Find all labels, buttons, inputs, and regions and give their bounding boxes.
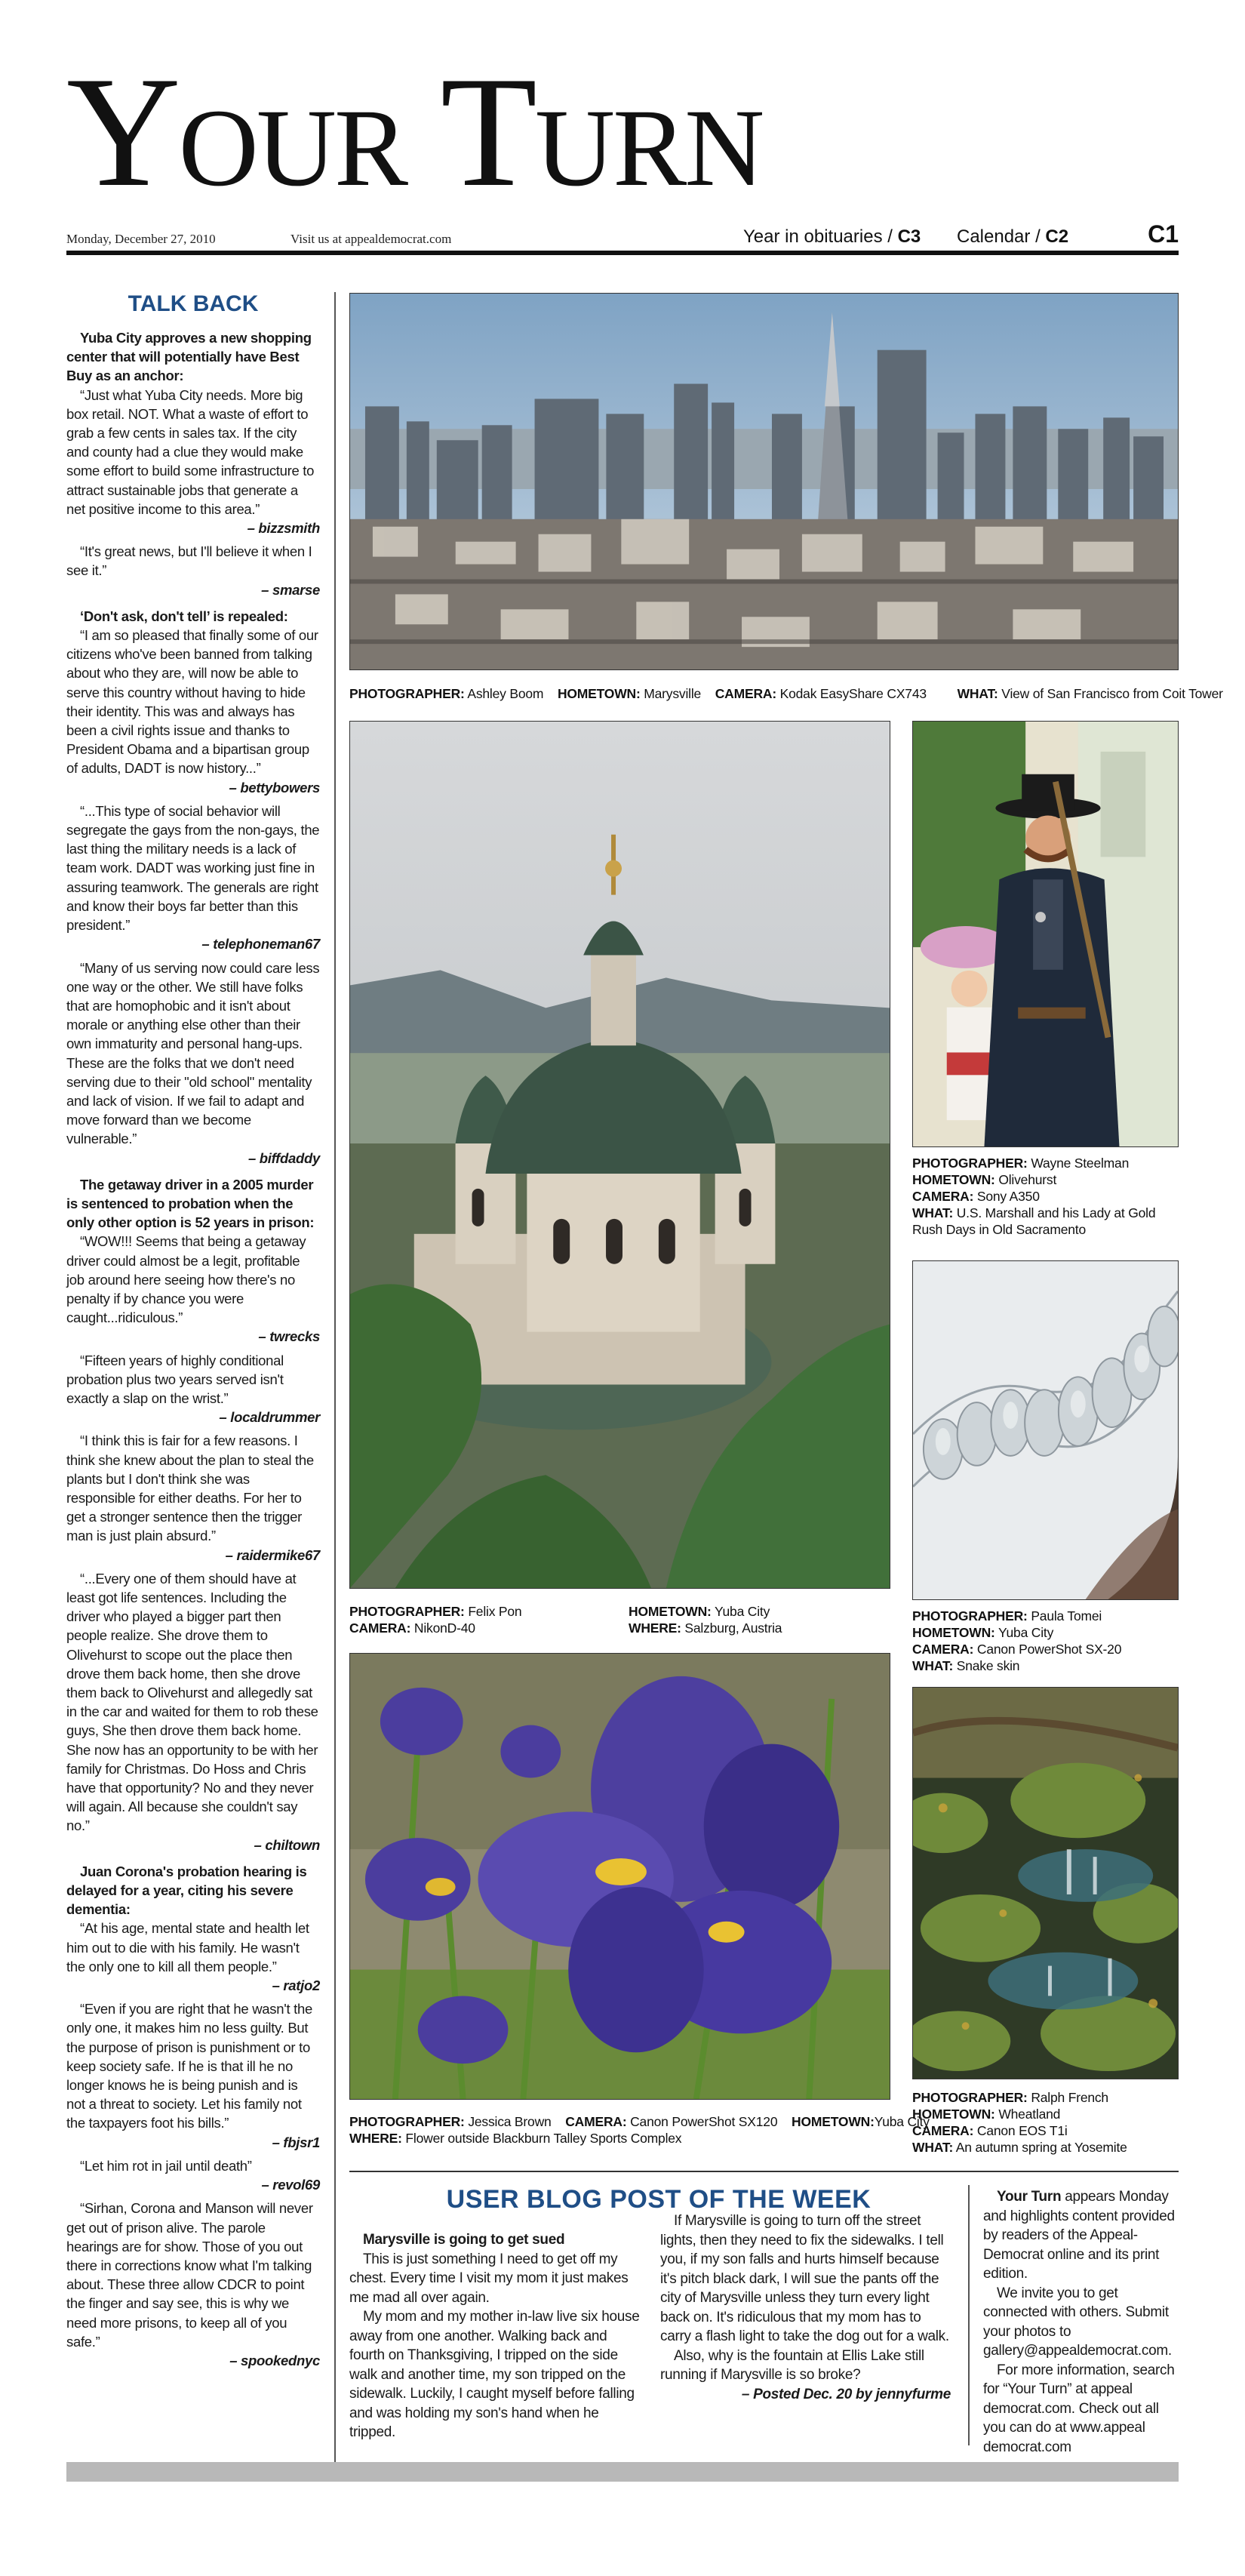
teaser-calendar[interactable]: Calendar / C2	[957, 226, 1069, 247]
talkback-comment: “...Every one of them should have at least got life sentences. Including the driver who played a bigger part then people realize. She drove them to Olivehurst to scope out the place then drove them back home, then she drove them back to Olivehurst and allegedly sat in the car and waited for them to rob these guys, She then drove them back home. She now has an opportunity to be with her family for Christmas. Do Hoss and Chris have that opportunity? No and they never will again. All because she couldn't say no.”	[66, 1570, 318, 1834]
info-divider	[968, 2185, 970, 2445]
column-divider	[334, 292, 336, 2462]
talkback-author: – biffdaddy	[247, 1150, 320, 1166]
talkback-comment: “Many of us serving now could care less one way or the other. We still have folks that are homophobic and it isn't about morale or anything else other than their own immaturity and personal hang-ups. These are the folks that we don't need serving due to their "old school" mentality and lack of vision. If we fail to adapt and move forward than we become vulnerable.”	[66, 959, 320, 1147]
talkback-topic: The getaway driver in a 2005 murder is sentenced to probation when the only other option is 52 years in prison:	[66, 1176, 315, 1231]
talkback-comment: “Just what Yuba City needs. More big box retail. NOT. What a waste of effort to grab a few cents in sales tax. If the city and county had a clue they would make some effort to build some infrastructure to attract sustainable jobs that generate a net positive income to this area.”	[66, 386, 315, 517]
caption-us-marshall: PHOTOGRAPHER: Wayne Steelman HOMETOWN: Olivehurst CAMERA: Sony A350 WHAT: U.S. Marshall and his Lady at Gold Rush Days in Old Sacramento	[912, 1156, 1156, 1237]
blog-column-2	[660, 2211, 951, 2404]
info-brand: Your Turn	[997, 2189, 1062, 2205]
talkback-comment: “I am so pleased that finally some of our citizens who've been banned from talking about who they are, will now be able to serve this country without having to hide their identity. This was and always has been a civil rights issue and thanks to President Obama and a bipartisan group of adults, DADT is now history...”	[66, 627, 318, 777]
caption-san-francisco: PHOTOGRAPHER: Ashley Boom HOMETOWN: Marysville CAMERA: Kodak EasyShare CX743 WHAT: View of San Francisco from Coit Tower	[349, 686, 1223, 701]
talkback-comment: “WOW!!! Seems that being a getaway driver could almost be a legit, profitable job around here seeing how there's no penalty if by chance you were caught...ridiculous.”	[66, 1233, 306, 1326]
talkback-author: – smarse	[261, 581, 320, 598]
talkback-author: – ratjo2	[272, 1977, 320, 1994]
blog-signature: – Posted Dec. 20 by jennyfurme	[741, 2386, 951, 2402]
blog-heading: USER BLOG POST OF THE WEEK	[446, 2185, 872, 2214]
talkback-author: – bettybowers	[229, 779, 320, 796]
talkback-comment: “At his age, mental state and health let him out to die with his family. He wasn't the only one to kill all them people.”	[66, 1920, 309, 1974]
talkback-comment: “It's great news, but I'll believe it when I see it.”	[66, 543, 312, 579]
talkback-author: – spookednyc	[229, 2352, 320, 2368]
talkback-column	[66, 291, 320, 2374]
website-link[interactable]: Visit us at appealdemocrat.com	[290, 232, 452, 246]
info-more: For more information, search for “Your Turn” at appeal democrat.com. Check out all you can do at www.appeal democrat.com	[983, 2362, 1175, 2455]
masthead-rule	[66, 251, 1179, 255]
talkback-author: – raidermike67	[225, 1547, 320, 1563]
caption-snake-skin: PHOTOGRAPHER: Paula Tomei HOMETOWN: Yuba City CAMERA: Canon PowerShot SX-20 WHAT: Snake skin	[912, 1608, 1122, 1673]
talkback-comment: “Even if you are right that he wasn't the only one, it makes him no less guilty. But the purpose of prison is punishment or to keep society safe. If he is that ill he no longer knows he is being punish and is not a threat to society. Let his family not the taxpayers foot his bills.”	[66, 2001, 312, 2131]
talkback-author: – telephoneman67	[201, 936, 320, 953]
photo-salzburg	[349, 721, 890, 1589]
blog-paragraph: If Marysville is going to turn off the street lights, then they need to fix the sidewalks. I tell you, if my son falls and hurts himself because it's pitch black dark, I will sue the pants off the city of Marysville unless they turn every light back on. It's ridiculous that my mom has to carry a flash light to take the dog out for a walk.	[660, 2213, 949, 2344]
photo-iris	[349, 1653, 890, 2100]
caption-iris: PHOTOGRAPHER: Jessica Brown CAMERA: Canon PowerShot SX120 HOMETOWN:Yuba City WHERE: Flower outside Blackburn Talley Sports Complex	[349, 2114, 930, 2146]
dateline: Monday, December 27, 2010	[66, 232, 216, 246]
photo-snake-skin	[912, 1260, 1179, 1600]
talkback-comment: “Fifteen years of highly conditional probation plus two years served isn't exactly a slap on the wrist.”	[66, 1352, 284, 1406]
talkback-comment: “I think this is fair for a few reasons. I think she knew about the plan to steal the plants but I don't think she was responsible for either deaths. For her to get a stronger sentence then the trigger man is just plain absurd.”	[66, 1433, 314, 1544]
talkback-comment: “...This type of social behavior will segregate the gays from the non-gays, the last thing the military needs is a lack of team work. DADT was working just fine in assuring teamwork. The generals are right and know their boys far better than this president.”	[66, 802, 320, 934]
talkback-heading: TALK BACK	[128, 291, 259, 316]
talkback-author: – fbjsr1	[272, 2134, 320, 2150]
talkback-topic: Juan Corona's probation hearing is delayed for a year, citing his severe dementia:	[66, 1863, 307, 1918]
teaser-obituaries[interactable]: Year in obituaries / C3	[743, 226, 921, 247]
talkback-comment: “Let him rot in jail until death”	[80, 2157, 252, 2174]
photo-yosemite-spring	[912, 1687, 1179, 2079]
blog-paragraph: Also, why is the fountain at Ellis Lake still running if Marysville is so broke?	[660, 2347, 924, 2383]
blog-paragraph: This is just something I need to get off my chest. Every time I visit my mom it just makes me mad all over again.	[349, 2251, 629, 2306]
photo-san-francisco	[349, 293, 1179, 670]
info-submit: We invite you to get connected with others. Submit your photos to gallery@appealdemocrat.com.	[983, 2285, 1172, 2359]
page-title: Your Turn	[66, 45, 763, 220]
your-turn-info	[983, 2187, 1181, 2457]
talkback-author: – localdrummer	[219, 1409, 320, 1426]
talkback-author: – chiltown	[254, 1836, 320, 1853]
page-number: C1	[1148, 220, 1179, 248]
talkback-author: – bizzsmith	[247, 520, 320, 537]
caption-yosemite-spring: PHOTOGRAPHER: Ralph French HOMETOWN: Wheatland CAMERA: Canon EOS T1i WHAT: An autumn spring at Yosemite	[912, 2090, 1127, 2155]
info-text: appears Monday and highlights content provided by readers of the Appeal-Democrat online and its print edition.	[983, 2189, 1175, 2282]
blog-column-1	[349, 2230, 640, 2442]
talkback-author: – revol69	[261, 2177, 320, 2193]
talkback-comment: “Sirhan, Corona and Manson will never get out of prison alive. The parole hearings are for show. Those of you out there in corrections know what I'm talking about. These three allow CDCR to point the finger and say see, this is why we need more prisons, to keep all of you safe.”	[66, 2200, 313, 2350]
talkback-topic: Yuba City approves a new shopping center that will potentially have Best Buy as an anchor:	[66, 330, 312, 384]
blog-paragraph: My mom and my mother in-law live six house away from one another. Walking back and fourth on Thanksgiving, I tripped on the side walk and another time, my son tripped on the sidewalk. Luckily, I caught myself before falling and was holding my son's hand when he tripped.	[349, 2309, 640, 2440]
section-rule	[349, 2171, 1179, 2172]
photo-us-marshall	[912, 721, 1179, 1147]
blog-title: Marysville is going to get sued	[363, 2232, 565, 2248]
bottom-bar	[66, 2462, 1179, 2482]
talkback-author: – twrecks	[258, 1328, 320, 1345]
talkback-topic: ‘Don't ask, don't tell’ is repealed:	[80, 608, 288, 624]
